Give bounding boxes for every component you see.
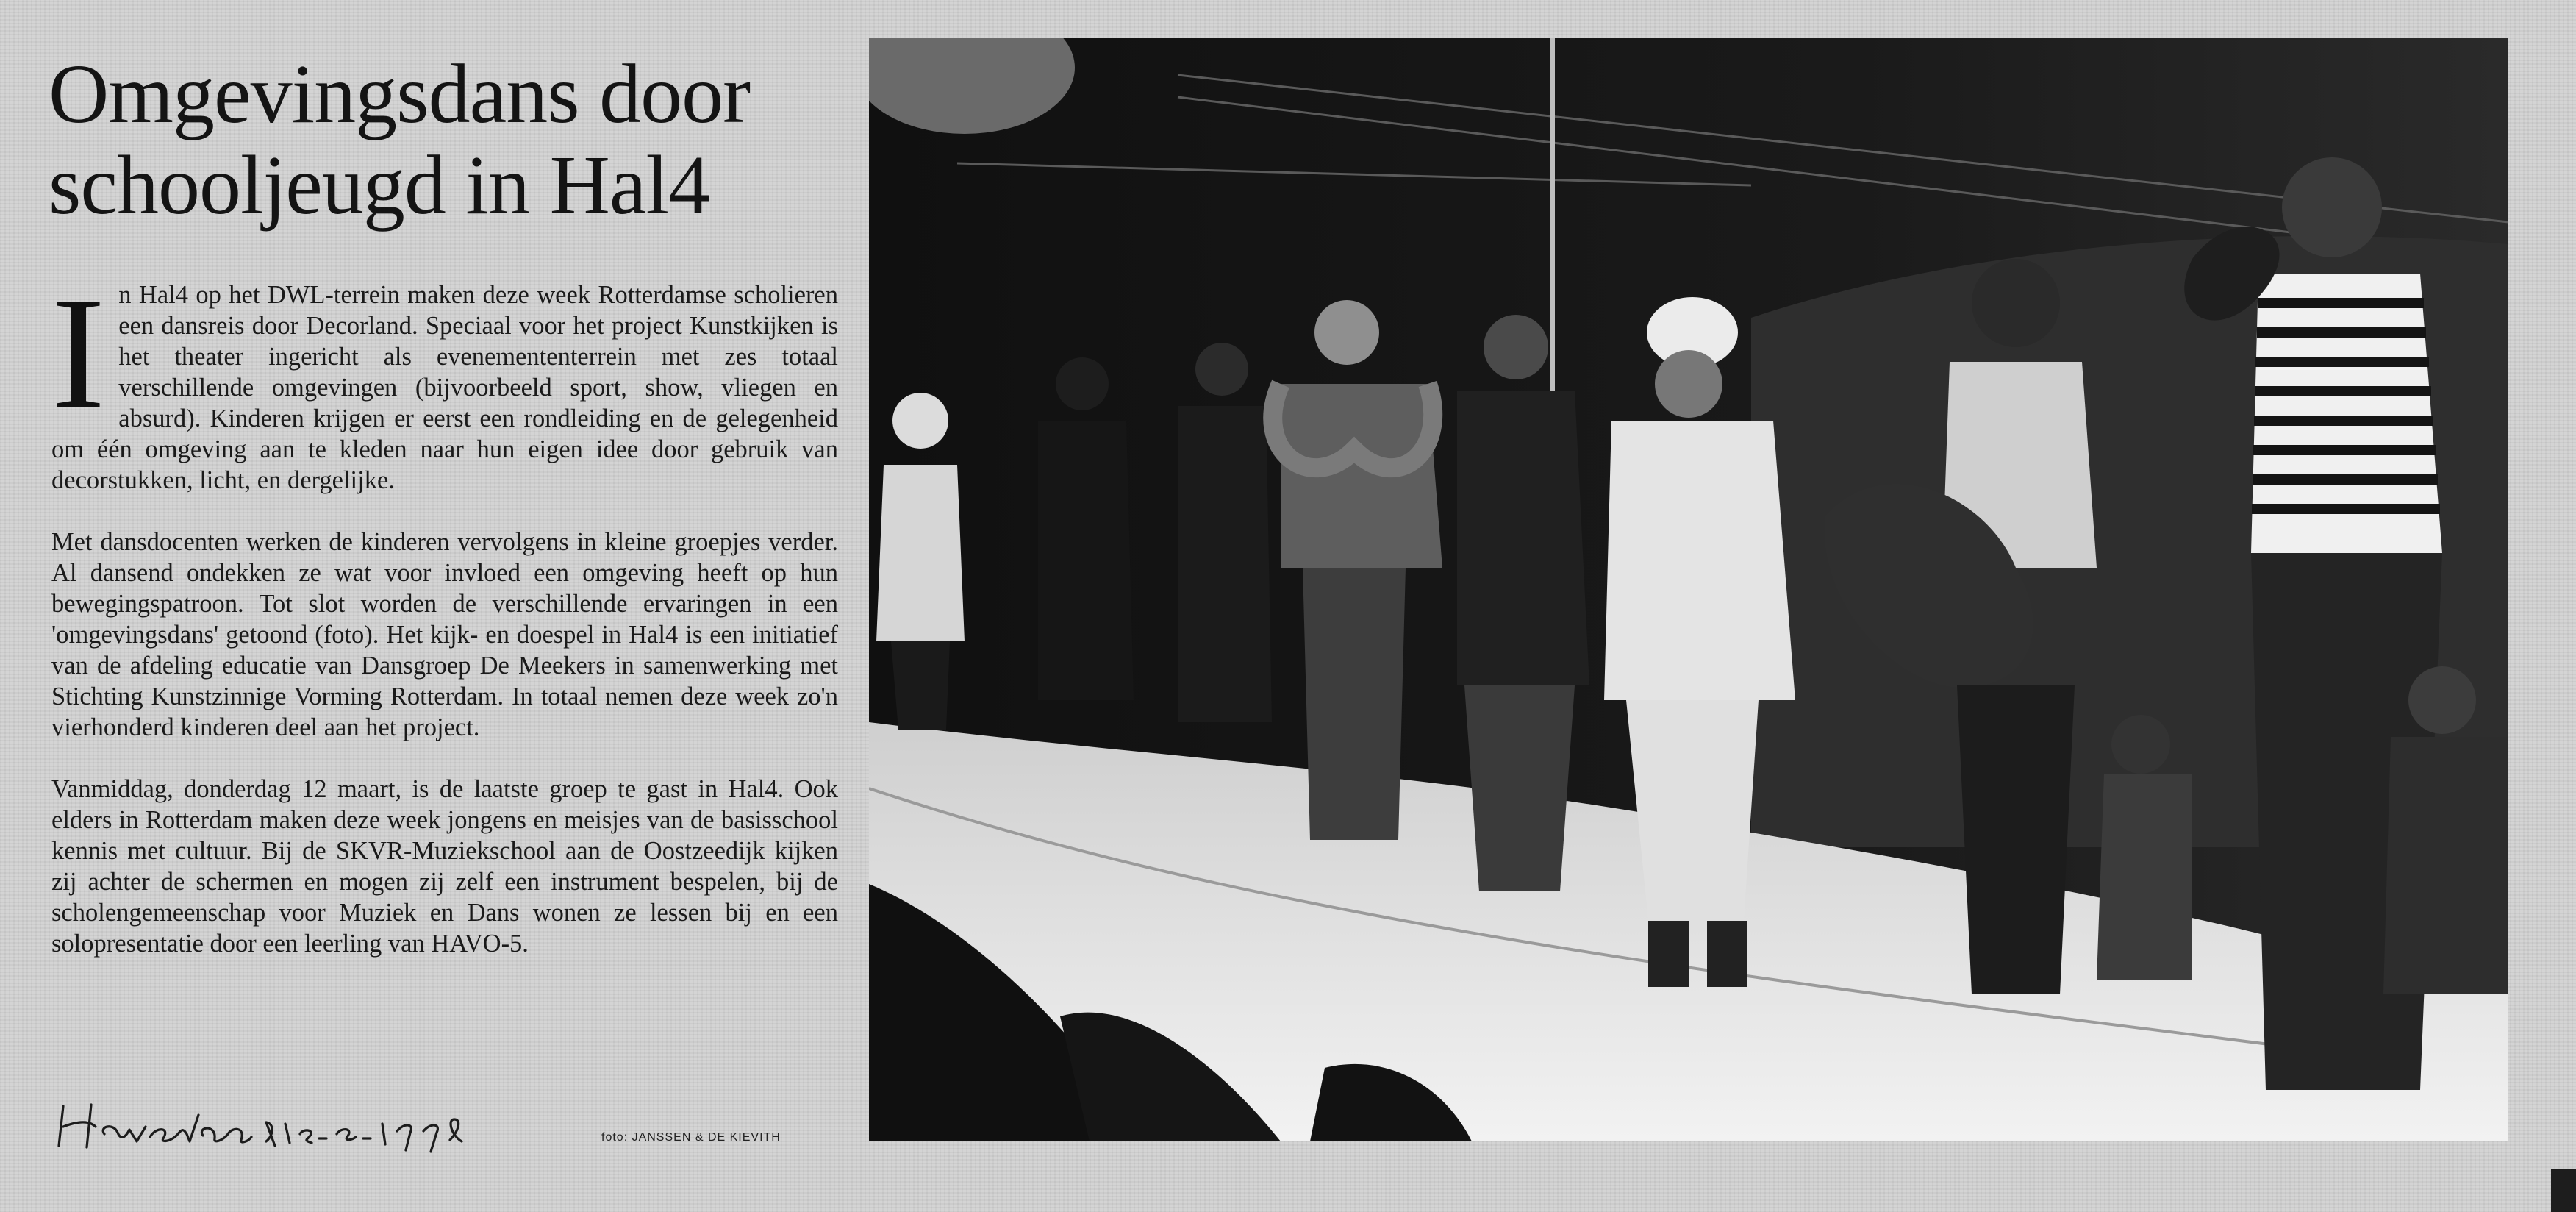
paragraph-2: Met dansdocenten werken de kinderen vervolgens in kleine groepjes verder. Al dansend ondekken ze wat voor invloed een omgeving heeft op hun bewegingspatroon. Tot slot worden de verschillende ervaringen in een 'omgevingsdans' getoond (foto). Het kijk- en doespel in Hal4 is een initiatief van de afdeling educatie van Dansgroep De Meekers in samenwerking met Stichting Kunstzinnige Vorming Rotterdam. In totaal nemen deze week zo'n vierhonderd kinderen deel aan het project. bbox=[51, 528, 838, 741]
headline bbox=[49, 49, 857, 231]
article-body bbox=[51, 263, 838, 990]
handwritten-source-note bbox=[53, 1097, 582, 1156]
drop-cap: I bbox=[51, 263, 106, 443]
headline-line-1: Omgevingsdans door bbox=[49, 47, 751, 140]
photo-credit: foto: JANSSEN & DE KIEVITH bbox=[601, 1131, 781, 1144]
paragraph-1-text: n Hal4 op het DWL-terrein maken deze week Rotterdamse scholieren een dansreis door Decorland. Speciaal voor het project Kunstkijken is het theater ingericht als evenemententerrein met zes totaal verschillende omgevingen (bijvoorbeeld sport, show, vliegen en absurd). Kinderen krijgen er eerst een rondleiding en de gelegenheid om één omgeving aan te kleden naar hun eigen idee door gebruik van decorstukken, licht, en dergelijke. bbox=[51, 281, 838, 494]
stage-photo bbox=[869, 38, 2508, 1141]
scan-edge bbox=[2551, 1169, 2576, 1212]
stage-photo-image bbox=[869, 38, 2508, 1141]
paragraph-1 bbox=[51, 263, 838, 496]
headline-line-2: schooljeugd in Hal4 bbox=[49, 138, 710, 232]
paragraph-3: Vanmiddag, donderdag 12 maart, is de laatste groep te gast in Hal4. Ook elders in Rotterdam maken deze week jongens en meisjes van de basisschool kennis met cultuur. Bij de SKVR-Muziekschool aan de Oostzeedijk kijken zij achter de schermen en mogen zij zelf een instrument bespelen, bij de scholengemeenschap voor Muziek en Dans wonen ze lessen bij en een solopresentatie door een leerling van HAVO-5. bbox=[51, 775, 838, 958]
